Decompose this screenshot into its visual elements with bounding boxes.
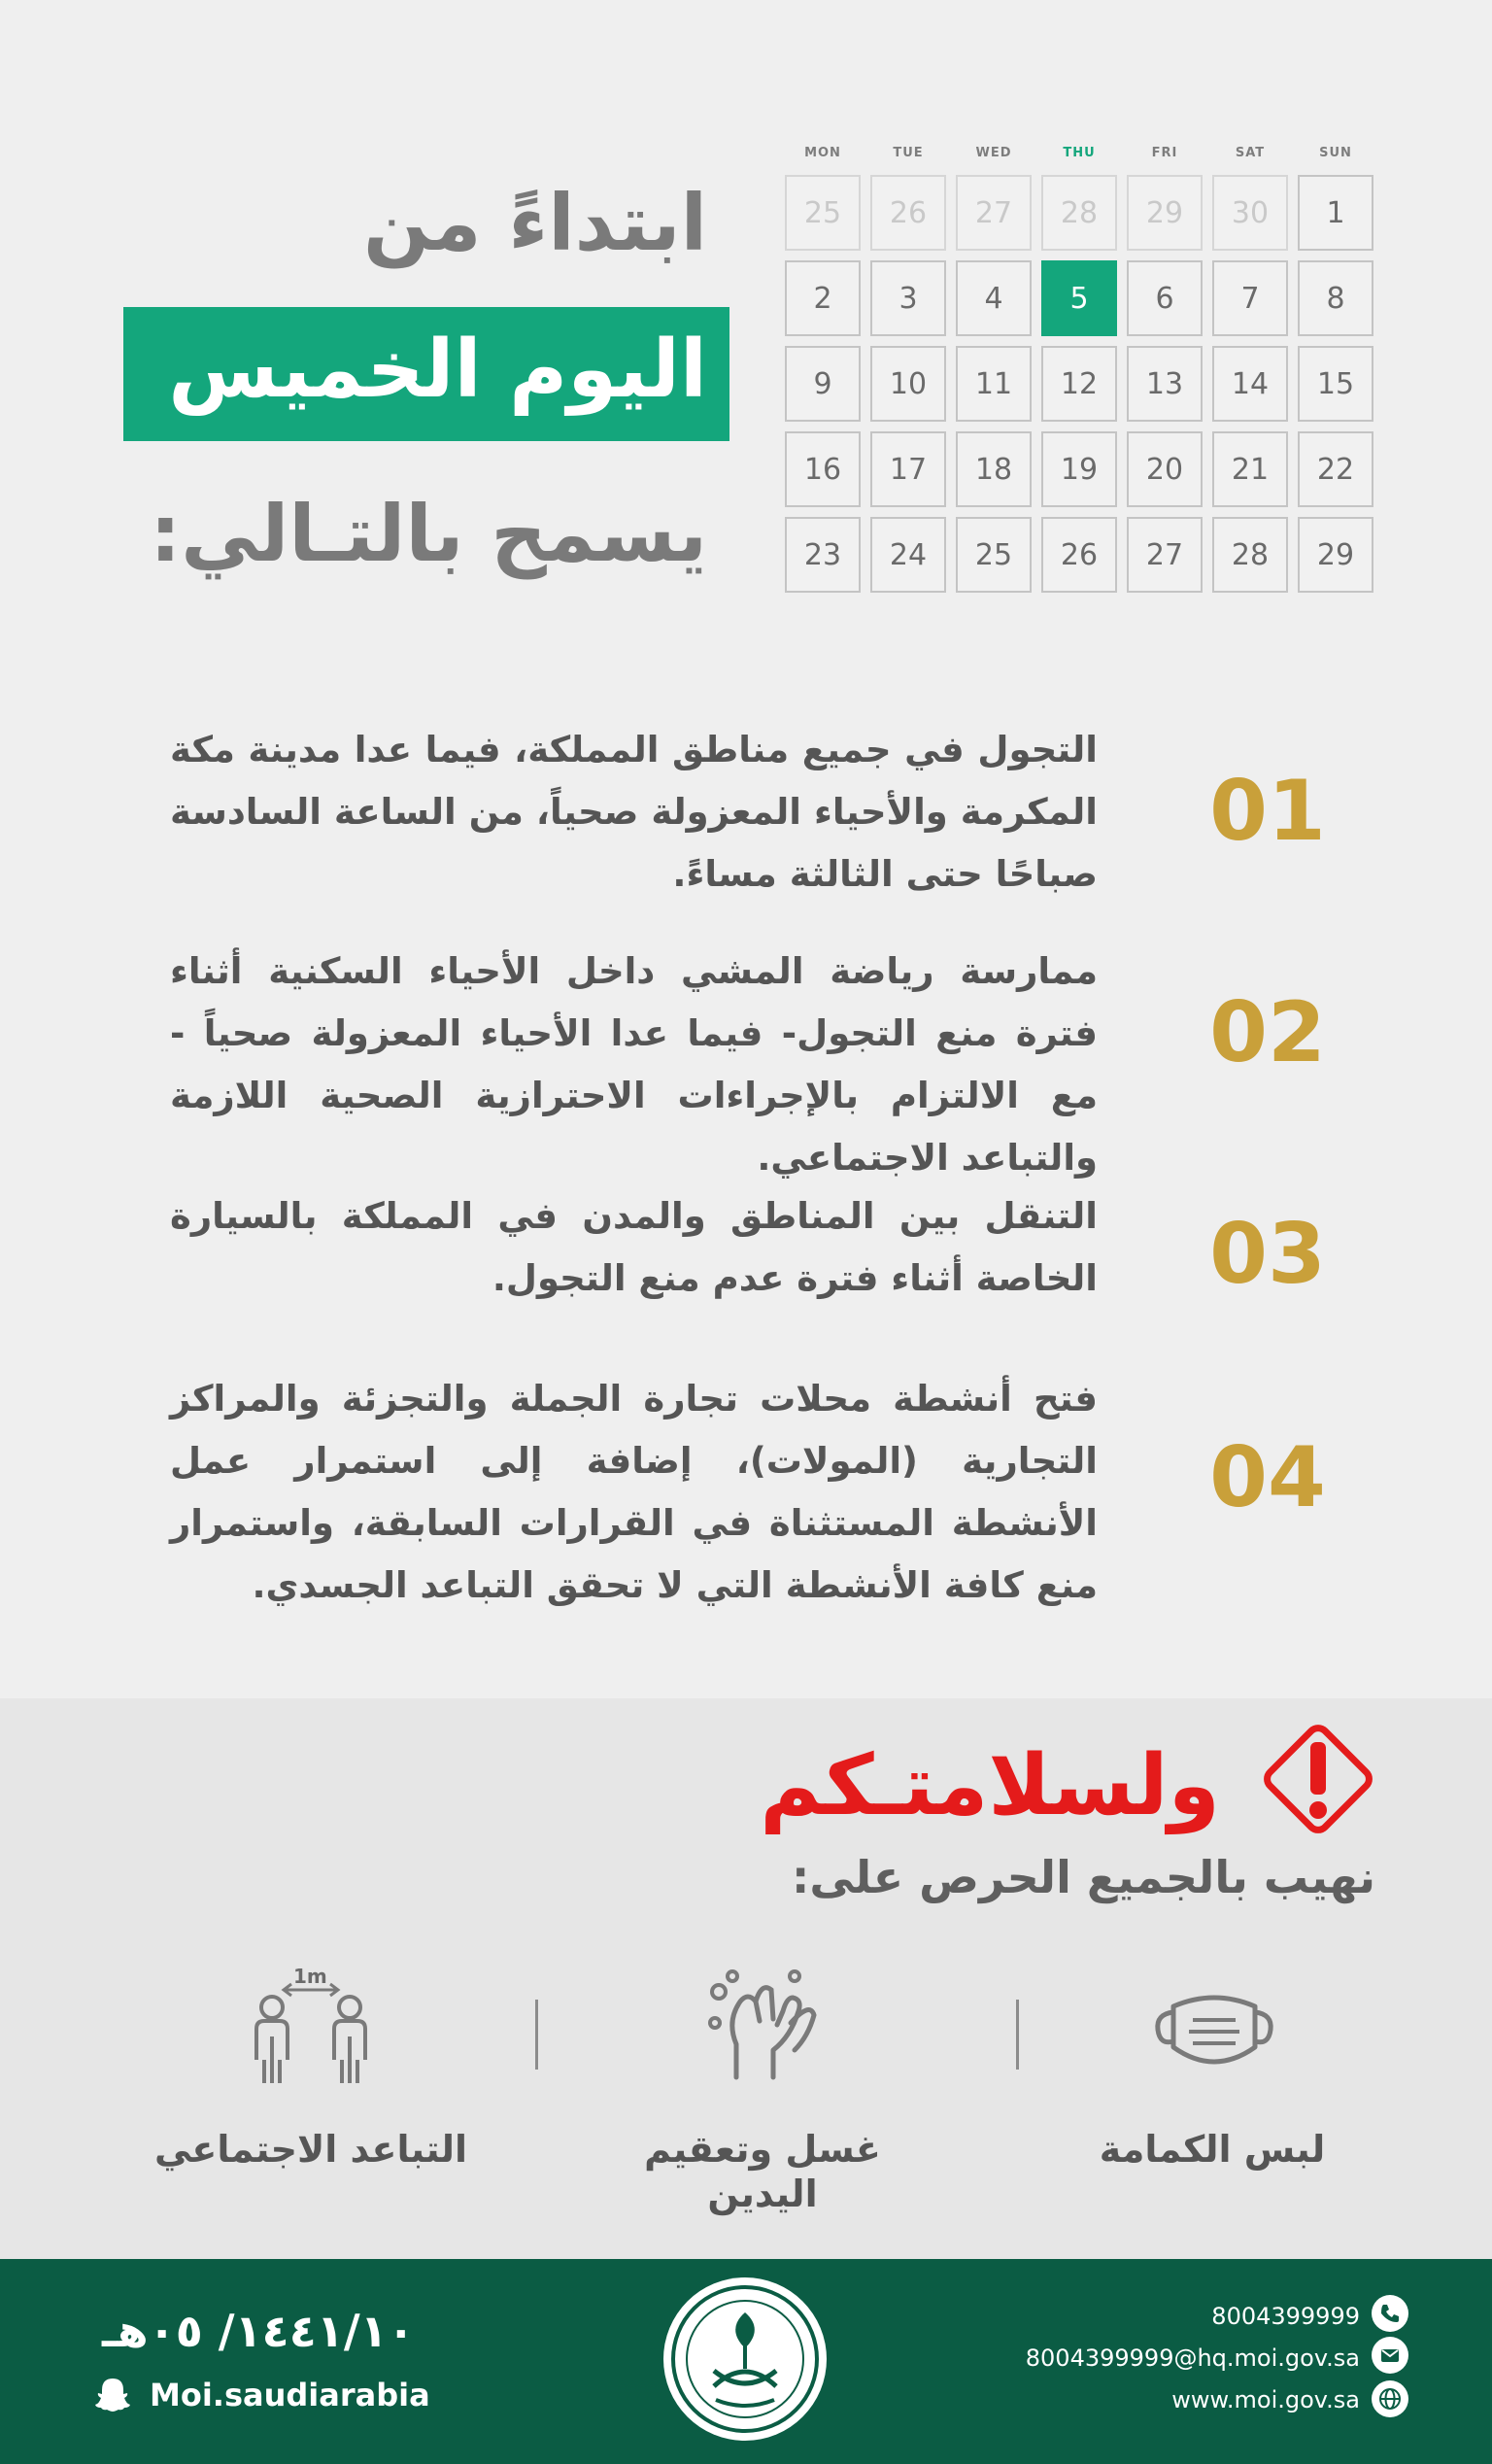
calendar-day: 29 [1127, 175, 1203, 251]
calendar-day: 2 [785, 260, 861, 336]
calendar-day: 10 [870, 346, 946, 422]
calendar-weekdays [785, 144, 1377, 173]
tip-hands-label: غسل وتعقيم اليدين [644, 2128, 881, 2215]
calendar-day: 28 [1212, 517, 1288, 593]
headline-line3: يسمح بالتـالي: [150, 489, 707, 579]
weekday-label: SUN [1319, 146, 1352, 160]
calendar-day: 26 [870, 175, 946, 251]
safety-subtitle: نهيب بالجميع الحرص على: [792, 1851, 1375, 1903]
calendar-day: 19 [1041, 431, 1117, 507]
snapchat-icon [93, 2375, 132, 2413]
calendar-day: 12 [1041, 346, 1117, 422]
calendar-day: 14 [1212, 346, 1288, 422]
tip-divider [1016, 2000, 1019, 2070]
calendar-day: 28 [1041, 175, 1117, 251]
item-number-2: 02 [1209, 984, 1326, 1081]
ministry-emblem-icon [660, 2274, 831, 2445]
calendar-day: 4 [956, 260, 1032, 336]
distance-label: 1m [293, 1965, 327, 1988]
weekday-label: THU [1063, 146, 1096, 160]
calendar-grid [785, 175, 1377, 593]
calendar [785, 144, 1377, 593]
face-mask-icon [1146, 1968, 1282, 2094]
weekday-label: TUE [893, 146, 924, 160]
headline-line2: اليوم الخميس [168, 324, 707, 416]
calendar-day: 11 [956, 346, 1032, 422]
phone-icon [1372, 2295, 1408, 2332]
weekday-label: FRI [1151, 146, 1178, 160]
hand-washing-icon [697, 1963, 833, 2089]
calendar-day: 29 [1298, 517, 1373, 593]
calendar-day: 26 [1041, 517, 1117, 593]
contact-email[interactable]: 8004399999@hq.moi.gov.sa [1025, 2344, 1360, 2372]
contact-website[interactable]: www.moi.gov.sa [1171, 2386, 1360, 2413]
weekday-label: MON [804, 146, 841, 160]
item-number-1: 01 [1209, 763, 1326, 860]
safety-title: ولسلامتـكم [760, 1737, 1220, 1834]
calendar-day: 25 [785, 175, 861, 251]
item-text-1: التجول في جميع مناطق المملكة، فيما عدا مدينة مكة المكرمة والأحياء المعزولة صحياً، من الساعة السادسة صباحًا حتى الثالثة مساءً. [170, 729, 1098, 895]
calendar-day: 17 [870, 431, 946, 507]
calendar-day: 16 [785, 431, 861, 507]
calendar-day: 18 [956, 431, 1032, 507]
calendar-day: 27 [956, 175, 1032, 251]
calendar-day-current: 5 [1041, 260, 1117, 336]
calendar-day: 3 [870, 260, 946, 336]
contact-phone[interactable]: 8004399999 [1211, 2303, 1360, 2330]
calendar-day: 25 [956, 517, 1032, 593]
globe-icon [1372, 2380, 1408, 2417]
calendar-day: 7 [1212, 260, 1288, 336]
calendar-day: 1 [1298, 175, 1373, 251]
calendar-day: 21 [1212, 431, 1288, 507]
calendar-day: 24 [870, 517, 946, 593]
calendar-day: 15 [1298, 346, 1373, 422]
calendar-day: 13 [1127, 346, 1203, 422]
snapchat-handle[interactable]: Moi.saudiarabia [150, 2377, 430, 2413]
calendar-day: 30 [1212, 175, 1288, 251]
calendar-day: 20 [1127, 431, 1203, 507]
tip-mask-label: لبس الكمامة [1099, 2128, 1326, 2171]
item-number-3: 03 [1209, 1206, 1326, 1303]
tip-distance-label: التباعد الاجتماعي [153, 2128, 468, 2171]
warning-icon [1246, 1707, 1390, 1851]
item-text-2: ممارسة رياضة المشي داخل الأحياء السكنية أثناء فترة منع التجول- فيما عدا الأحياء المعزولة صحياً - مع الالتزام بالإجراءات الاحترازية الصحية اللازمة والتباعد الاجتماعي. [170, 950, 1098, 1179]
calendar-day: 9 [785, 346, 861, 422]
item-text-4: فتح أنشطة محلات تجارة الجملة والتجزئة والمراكز التجارية (المولات)، إضافة إلى استمرار عمل الأنشطة المستثناة في القرارات السابقة، واستمرار منع كافة الأنشطة التي لا تحقق التباعد الجسدي. [170, 1378, 1098, 1606]
email-icon [1372, 2337, 1408, 2374]
item-number-4: 04 [1209, 1429, 1326, 1526]
calendar-day: 22 [1298, 431, 1373, 507]
calendar-day: 23 [785, 517, 861, 593]
weekday-label: WED [975, 146, 1012, 160]
calendar-day: 6 [1127, 260, 1203, 336]
weekday-label: SAT [1235, 146, 1266, 160]
headline-line1: ابتداءً من [362, 178, 707, 268]
tip-divider [535, 2000, 538, 2070]
hijri-date: ١٤٤١/١٠/ ٠٥هـ [102, 2305, 415, 2357]
item-text-3: التنقل بين المناطق والمدن في المملكة بالسيارة الخاصة أثناء فترة عدم منع التجول. [170, 1195, 1098, 1299]
calendar-day: 8 [1298, 260, 1373, 336]
calendar-day: 27 [1127, 517, 1203, 593]
